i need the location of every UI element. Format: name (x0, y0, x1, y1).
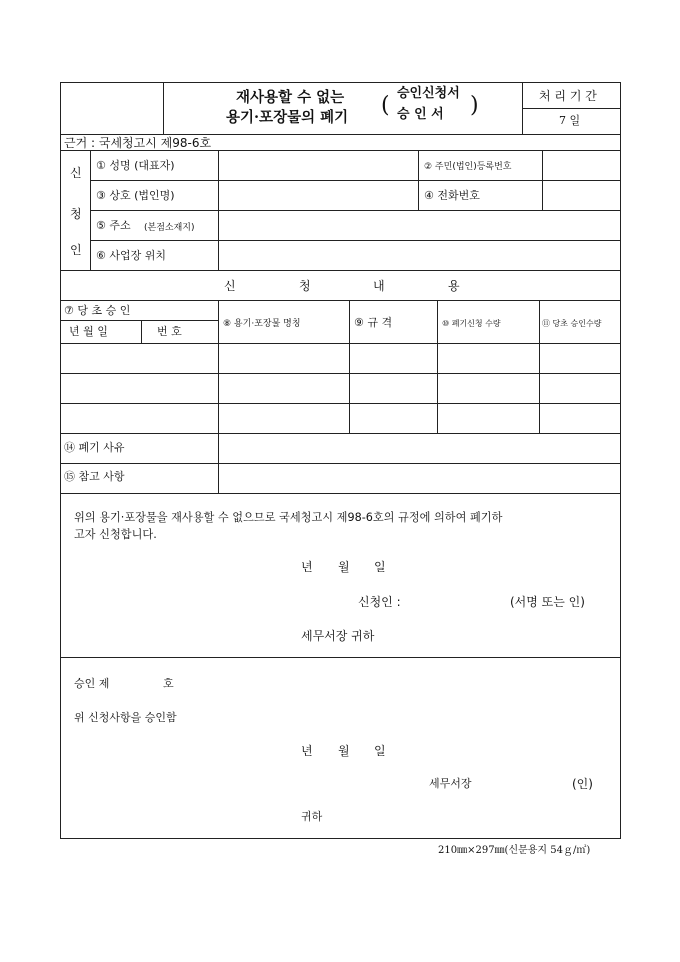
remarks-bottom-line (61, 493, 620, 494)
address-note: (본점소재지) (144, 223, 195, 233)
header-divider-left (163, 83, 164, 134)
name-label: ① 성명 (대표자) (96, 159, 175, 172)
approval-number-suffix: 호 (163, 677, 174, 690)
paper-spec-note: 210㎜×297㎜(신문용지 54ｇ/㎡) (438, 845, 591, 856)
doc-type-line2: 승 인 서 (397, 107, 444, 122)
declaration-addressee: 세무서장 귀하 (301, 629, 375, 643)
approval-number-col: 번 호 (157, 325, 182, 338)
applicant-bottom-line (61, 270, 620, 271)
address-label: ⑤ 주소 (96, 219, 131, 232)
remarks-label: ⑮ 참고 사항 (64, 470, 125, 483)
declaration-text-line1: 위의 용기·포장물을 재사용할 수 없으므로 국세청고시 제98-6호의 규정에 의하여 폐기하 (74, 511, 503, 524)
period-divider (522, 108, 621, 109)
approval-statement: 위 신청사항을 승인함 (74, 711, 177, 724)
table-row[interactable] (61, 373, 620, 403)
disposal-reason-label: ⑭ 폐기 사유 (64, 441, 125, 454)
approval-seal: (인) (572, 777, 593, 791)
details-heading-char3: 내 (373, 279, 385, 293)
remarks-field[interactable] (219, 464, 620, 493)
processing-period-value: 7 일 (559, 114, 581, 127)
applicant-side-char1: 신 (70, 166, 82, 180)
approval-number-label: 승인 제 (74, 677, 110, 690)
approval-addressee: 귀하 (301, 810, 323, 823)
name-field[interactable] (219, 151, 418, 180)
declaration-month: 월 (338, 560, 350, 574)
site-label: ⑥ 사업장 위치 (96, 249, 166, 262)
approved-qty-col: ⑪ 당초 승인수량 (542, 319, 602, 328)
applicant-side-char2: 청 (70, 207, 82, 221)
disposal-qty-col: ⑩ 폐기신청 수량 (442, 319, 501, 328)
company-label: ③ 상호 (법인명) (96, 189, 175, 202)
approval-day: 일 (374, 744, 386, 758)
paren-open: ( (381, 93, 390, 118)
item-name-col: ⑧ 용기·포장물 명칭 (223, 319, 301, 329)
reg-no-label: ② 주민(법인)등록번호 (424, 162, 512, 172)
applicant-side-char3: 인 (70, 243, 82, 257)
approval-subcol-line (141, 320, 142, 343)
company-field[interactable] (219, 181, 418, 210)
title-line1: 재사용할 수 없는 (236, 89, 345, 106)
details-heading-char2: 청 (299, 279, 311, 293)
details-heading-char4: 용 (448, 279, 460, 293)
applicant-sign-label: 신청인 : (358, 595, 401, 609)
reg-no-field[interactable] (543, 151, 620, 180)
declaration-bottom-line (61, 657, 620, 658)
doc-type-line1: 승인신청서 (397, 86, 460, 101)
paren-close: ) (470, 93, 479, 118)
site-field[interactable] (219, 241, 620, 270)
approval-year: 년 (301, 744, 313, 758)
header-bottom-line (61, 134, 620, 135)
original-approval-label: ⑦ 당 초 승 인 (64, 304, 131, 317)
address-field[interactable] (219, 211, 620, 240)
approval-date-col: 년 월 일 (69, 325, 108, 338)
declaration-year: 년 (301, 560, 313, 574)
approval-officer: 세무서장 (429, 777, 472, 790)
spec-col: ⑨ 규 격 (354, 316, 393, 329)
details-heading-bottom-line (61, 300, 620, 301)
table-row[interactable] (61, 343, 620, 373)
sign-note: (서명 또는 인) (510, 595, 585, 609)
processing-period-label: 처 리 기 간 (539, 89, 597, 103)
title-line2: 용기·포장물의 폐기 (226, 109, 349, 126)
details-heading-char1: 신 (224, 279, 236, 293)
phone-field[interactable] (543, 181, 620, 210)
approval-month: 월 (338, 744, 350, 758)
legal-basis: 근거 : 국세청고시 제98-6호 (64, 136, 212, 150)
declaration-text-line2: 고자 신청합니다. (74, 528, 157, 541)
disposal-approval-form (60, 82, 621, 839)
phone-label: ④ 전화번호 (424, 189, 480, 202)
declaration-day: 일 (374, 560, 386, 574)
disposal-reason-field[interactable] (219, 434, 620, 463)
approval-subheader-line (61, 320, 218, 321)
table-row[interactable] (61, 403, 620, 433)
